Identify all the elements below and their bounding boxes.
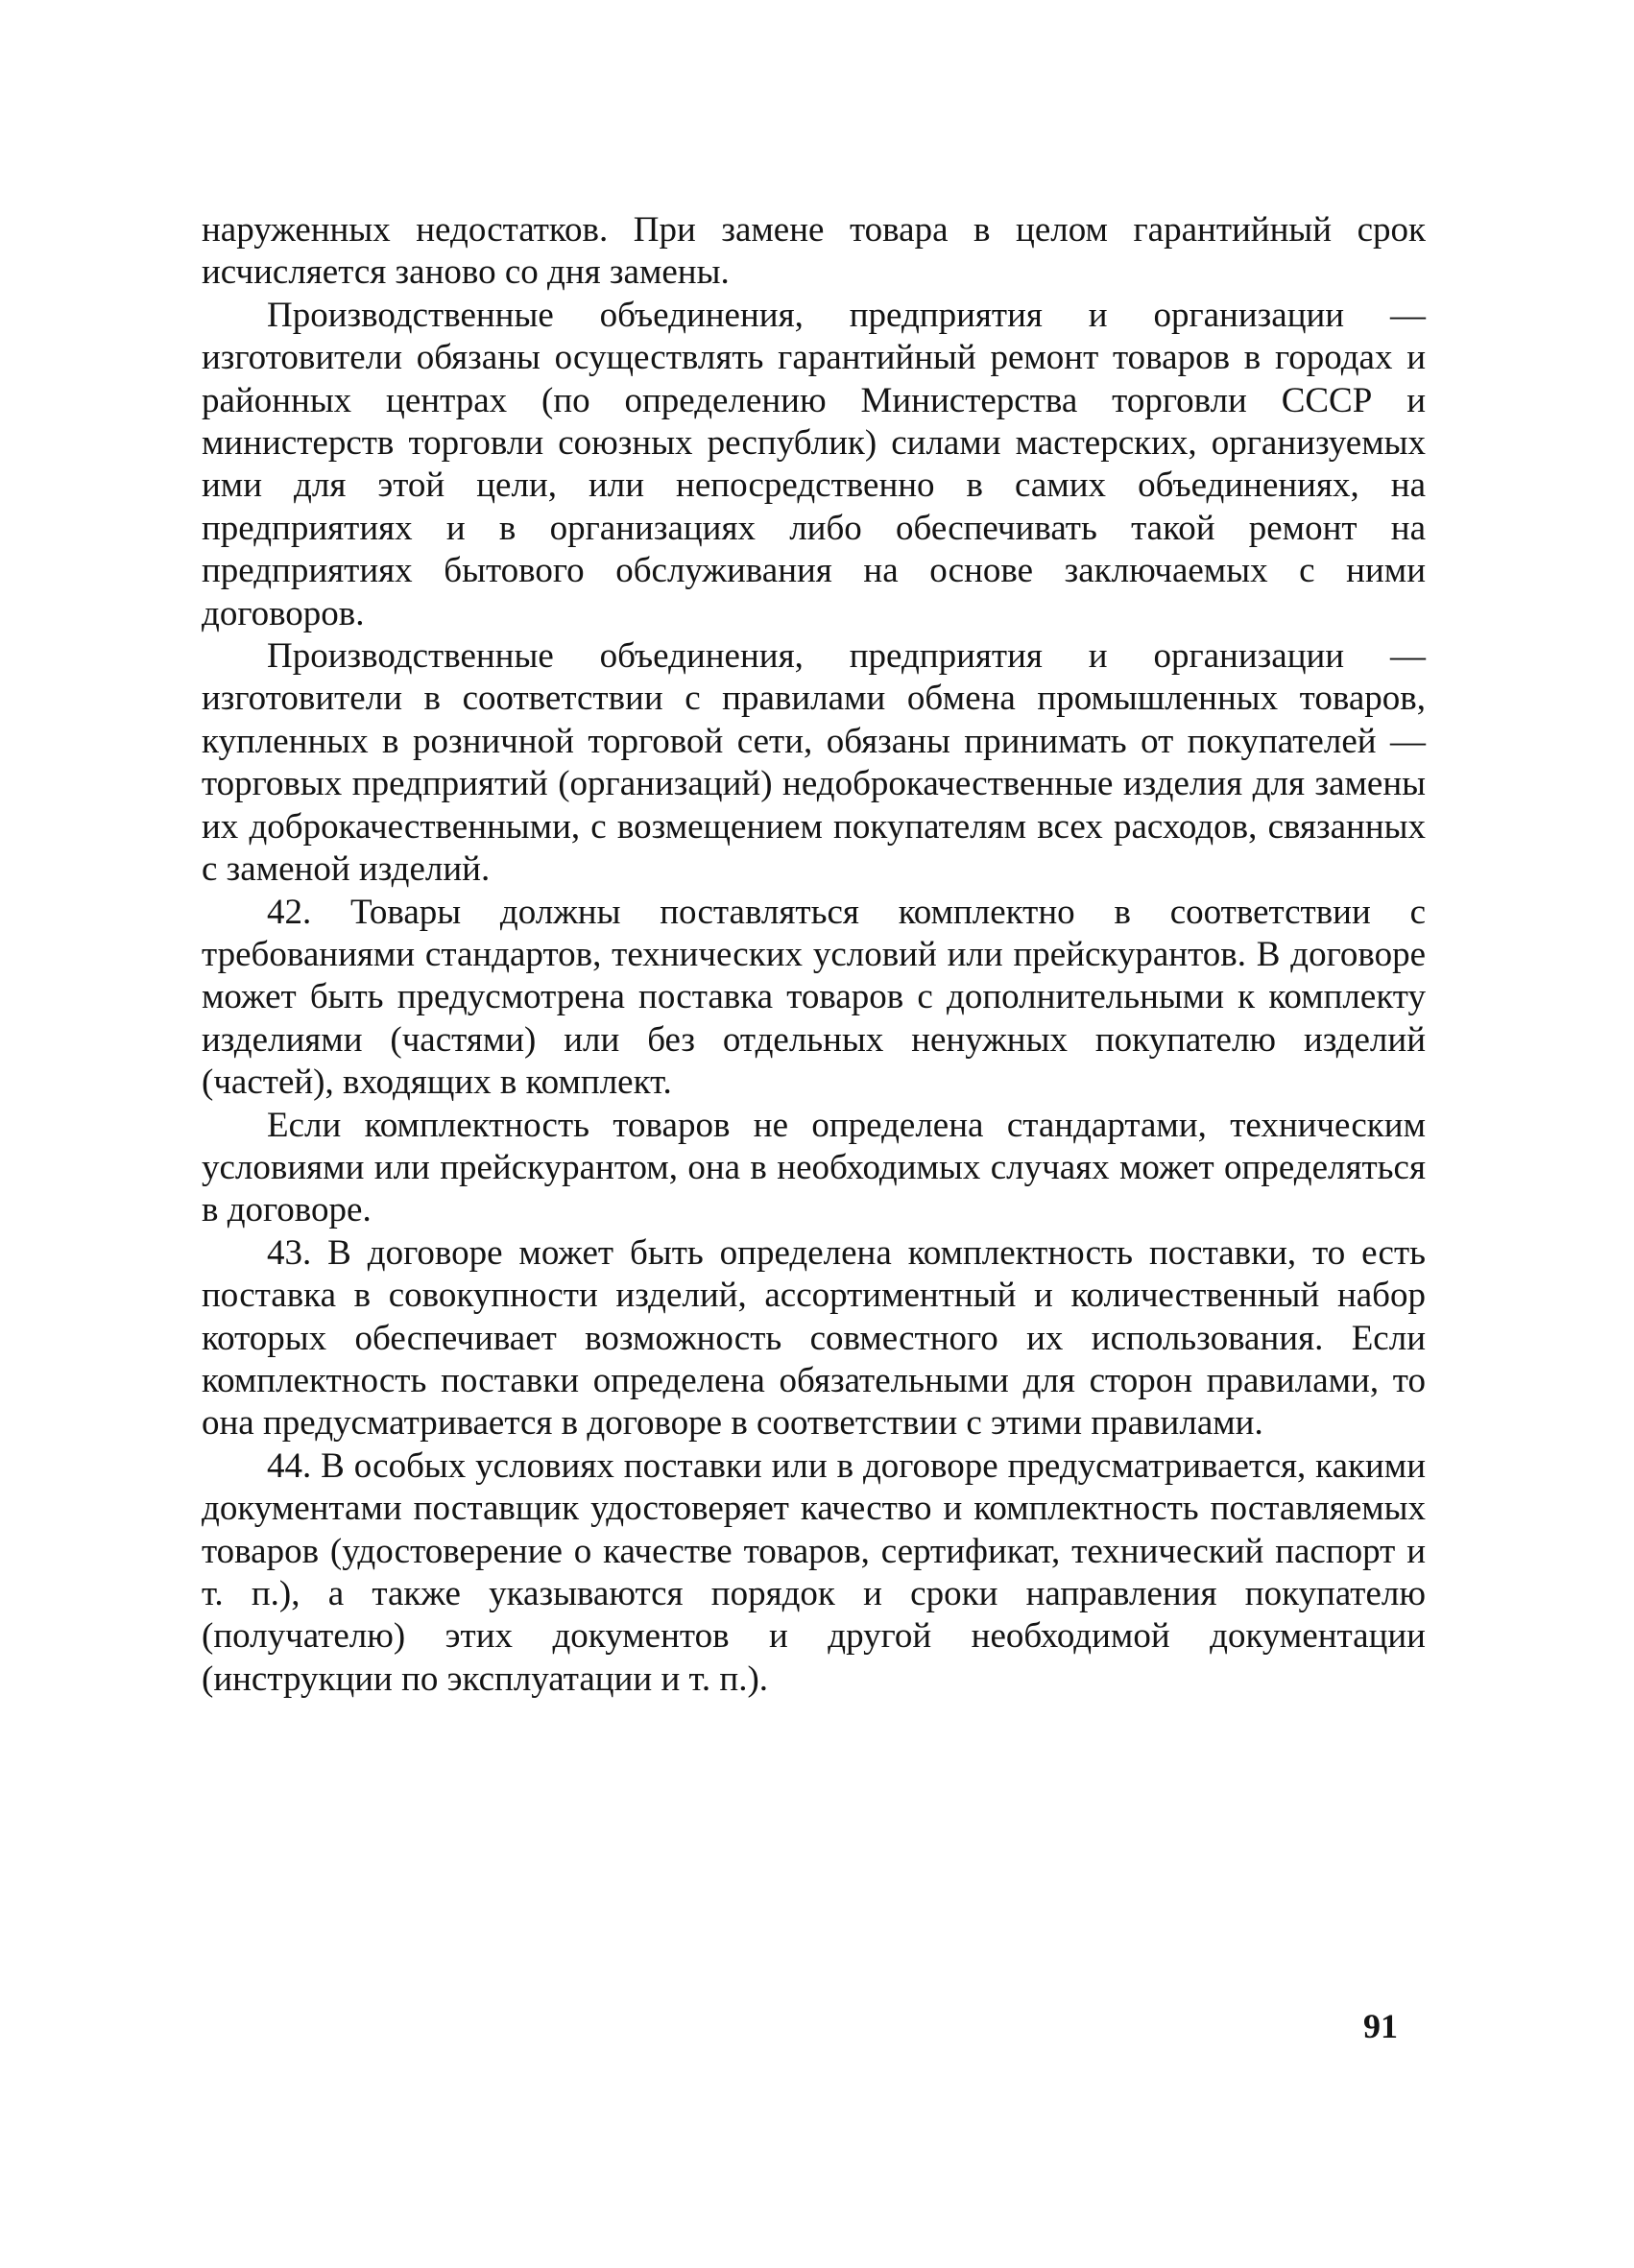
paragraph-43: 43. В договоре может быть определена комплектность поставки, то есть поставка в совокупности изделий, ассортиментный и количественный набор которых обеспечивает возможность совместного их использования. Если комплектность поставки определена обязательными для сторон правилами, то она предусматривается в договоре в соответствии с этими правилами. (202, 1232, 1426, 1444)
body-text (202, 209, 1426, 1701)
paragraph-completeness: Если комплектность товаров не определена стандартами, техническим условиями или прейскурантом, она в необходимых случаях может определяться в договоре. (202, 1105, 1426, 1230)
paragraph-44: 44. В особых условиях поставки или в договоре предусматривается, какими документами поставщик удостоверяет качество и комплектность поставляемых товаров (удостоверение о качестве товаров, сертификат, технический паспорт и т. п.), а также указываются порядок и сроки направления покупателю (получателю) этих документов и другой необходимой документации (инструкции по эксплуатации и т. п.). (202, 1445, 1426, 1699)
paragraph-42: 42. Товары должны поставляться комплектно в соответствии с требованиями стандартов, технических условий или прейскурантов. В договоре может быть предусмотрена поставка товаров с дополнительными к комплекту изделиями (частями) или без отдельных ненужных покупателю изделий (частей), входящих в комплект. (202, 892, 1426, 1103)
page-number: 91 (1363, 2007, 1398, 2045)
paragraph-warranty-repair: Производственные объединения, предприятия и организации — изготовители обязаны осуществлять гарантийный ремонт товаров в городах и районных центрах (по определению Министерства торговли СССР и министерств торговли союзных республик) силами мастерских, организуемых ими для этой цели, или непосредственно в самих объединениях, на предприятиях и в организациях либо обеспечивать такой ремонт на предприятиях бытового обслуживания на основе заключаемых с ними договоров. (202, 295, 1426, 633)
paragraph-continuation: наруженных недостатков. При замене товара в целом гарантийный срок исчисляется заново со дня замены. (202, 210, 1426, 293)
paragraph-exchange-rules: Производственные объединения, предприятия и организации — изготовители в соответствии с правилами обмена промышленных товаров, купленных в розничной торговой сети, обязаны принимать от покупателей — торговых предприятий (организаций) недоброкачественные изделия для замены их доброкачественными, с возмещением покупателям всех расходов, связанных с заменой изделий. (202, 636, 1426, 890)
